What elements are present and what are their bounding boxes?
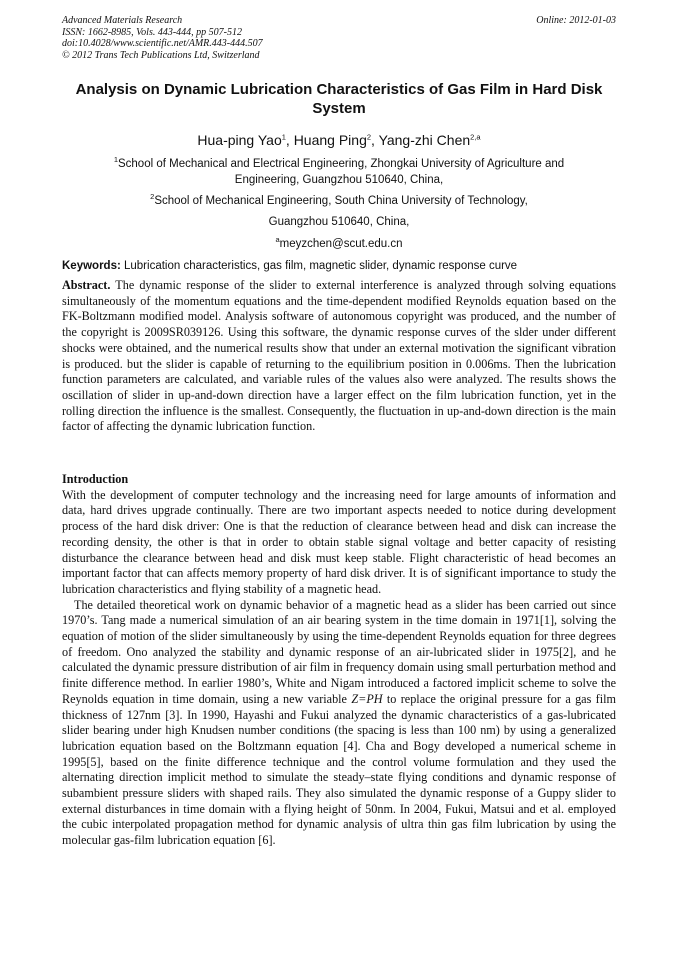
author-list — [62, 131, 616, 149]
affiliation-text: School of Mechanical Engineering, South China University of Technology, — [154, 195, 528, 207]
section-heading-introduction: Introduction — [62, 472, 129, 486]
affiliation-text: Guangzhou 510640, China, — [268, 216, 410, 228]
doi-line: doi:10.4028/www.scientific.net/AMR.443-444.507 — [62, 38, 263, 49]
author-email: meyzchen@scut.edu.cn — [279, 238, 403, 250]
author-name: Yang-zhi Chen — [378, 132, 471, 148]
paragraph-text: The detailed theoretical work on dynamic behavior of a magnetic head as a slider has been carried out since 1970’s. Tang made a numerical simulation of an air bearing system in the time domain in 1971[1], solving the equation of motion of the slider simultaneously by using the time-dependent Reynolds equation for three degrees of freedom. Ono analyzed the stability and dynamic response of an air-lubricated slider in 1975[2], and he calculated the dynamic pressure distribution of air film in frequency domain using small perturbation method and finite difference method. In earlier 1980’s, White and Nigam introduced a factored implicit scheme to solve the Reynolds equation in time domain, using a new variable — [62, 597, 616, 706]
abstract-label: Abstract. — [62, 278, 111, 292]
affiliation-text: Engineering, Guangzhou 510640, China, — [234, 174, 444, 186]
author-separator: , — [371, 132, 379, 148]
abstract — [62, 278, 616, 435]
abstract-text: The dynamic response of the slider to external interference is analyzed through solving equations simultaneously of the momentum equations and the time-dependent modified Reynolds equation based on the FK-Boltzmann modified model. Analysis software of autonomous copyright was produced, and the number of the copyright is 2009SR039126. Using this software, the dynamic response curves of the slder under different shocks were obtained, and the numerical results show that under an external motivation the significant vibration is produced. but the slider is capable of returning to the equilibrium position in 0.006ms. Then the lubrication function parameters are calculated, and variable rules of the values also were analyzed. The results shows the oscillation of slider in up-and-down direction have a larger effect on the film lubrication function, yet in the rolling direction the influence is the smallest. Consequently, the fluctuation in up-and-down direction is the main factor of affecting the dynamic lubrication function. — [62, 278, 616, 434]
journal-header — [62, 15, 616, 61]
copyright-line: © 2012 Trans Tech Publications Ltd, Switzerland — [62, 49, 260, 61]
affiliation-mark: 2 — [150, 192, 155, 202]
issn-line: ISSN: 1662-8985, Vols. 443-444, pp 507-512 — [62, 26, 242, 38]
email-line — [62, 236, 616, 252]
paragraph-text: to replace the original pressure for a gas film thickness of 127nm [3]. In 1990, Hayashi and Fukui analyzed the dynamic characteristics of a gas-lubricated slider bearing under high Knudsen number conditions (the spacing is less than 100 nm) by using a generalized lubrication equation based on the Boltzmann equation [4]. Cha and Bogy developed a numerical scheme in 1995[5], based on the finite difference technique and the control volume formulation and they used the alternating direction implicit method to simulate the steady–state flying conditions and dynamic response of subambient pressure sliders with shaped rails. They also simulated the dynamic response of a Guppy slider to external disturbances in time domain with a flying height of 50nm. In 2004, Fukui, Matsui and et al. employed the cubic interpolated propagation method for dynamic analysis of ultra thin gas film lubrication by using the molecular gas-film lubrication equation [6]. — [62, 691, 616, 848]
intro-paragraph-2 — [62, 598, 616, 849]
variable-expression: Z=PH — [351, 691, 383, 706]
intro-paragraph-1: With the development of computer technology and the increasing need for large amounts of information and data, hard drives upgrade continually. There are two important aspects needed to notice during development process of the hard disk driver: One is that the reduction of clearance between head and disk can increase the recording density, the other is that in order to obtain stable signal voltage and better capacity of resisting disturbance the clearance between head and disk must keep stable. Flight characteristic of head becomes an important factor that can affects memory property of hard disk driver. It is of significant importance to study the lubrication characteristics and flying stability of a magnetic head. — [62, 487, 616, 596]
introduction-section — [62, 472, 616, 849]
author-affiliation-mark: 2 — [366, 132, 372, 142]
keywords — [62, 258, 616, 274]
author-name: Hua-ping Yao — [197, 132, 282, 148]
affiliation-mark: 1 — [113, 155, 118, 165]
affiliation-text: School of Mechanical and Electrical Engineering, Zhongkai University of Agriculture and — [117, 158, 565, 170]
author-name: Huang Ping — [293, 132, 367, 148]
author-affiliation-mark: 1 — [281, 132, 286, 142]
author-affiliation-mark: 2,a — [470, 132, 481, 142]
keywords-label: Keywords: — [62, 260, 121, 272]
affiliation-1 — [62, 156, 616, 188]
online-date: Online: 2012-01-03 — [536, 15, 616, 26]
journal-name: Advanced Materials Research — [62, 15, 183, 26]
keywords-text: Lubrication characteristics, gas film, magnetic slider, dynamic response curve — [120, 260, 518, 272]
email-mark: a — [275, 235, 280, 245]
author-separator: , — [285, 132, 294, 148]
affiliation-2-city — [62, 214, 616, 230]
paper-title: Analysis on Dynamic Lubrication Characteristics of Gas Film in Hard Disk System — [75, 81, 603, 117]
affiliation-2 — [62, 193, 616, 209]
